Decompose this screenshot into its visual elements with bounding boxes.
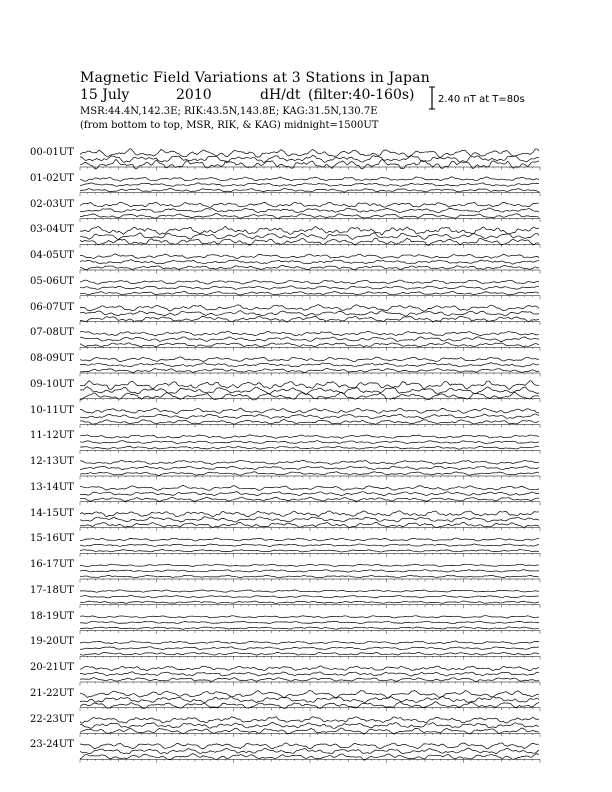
date-year: 2010 bbox=[176, 87, 212, 103]
trace-RIK bbox=[80, 647, 539, 650]
trace-KAG bbox=[80, 717, 539, 723]
trace-RIK bbox=[80, 414, 539, 419]
trace-RIK bbox=[80, 672, 539, 676]
trace-RIK bbox=[80, 155, 539, 162]
row-04-05UT bbox=[80, 254, 540, 274]
trace-RIK bbox=[80, 492, 539, 496]
row-08-09UT bbox=[80, 357, 540, 377]
row-15-16UT bbox=[80, 538, 540, 557]
row-22-23UT bbox=[80, 717, 540, 737]
trace-KAG bbox=[80, 408, 539, 413]
hour-label: 19-20UT bbox=[30, 636, 74, 648]
trace-KAG bbox=[80, 460, 539, 464]
trace-KAG bbox=[80, 305, 539, 312]
trace-RIK bbox=[80, 697, 539, 703]
trace-KAG bbox=[80, 254, 539, 258]
trace-MSR bbox=[80, 472, 539, 476]
trace-KAG bbox=[80, 564, 539, 566]
row-19-20UT bbox=[80, 641, 540, 660]
row-00-01UT bbox=[80, 149, 540, 171]
trace-MSR bbox=[80, 419, 539, 424]
row-13-14UT bbox=[80, 486, 540, 506]
trace-RIK bbox=[80, 233, 539, 240]
trace-KAG bbox=[80, 331, 539, 336]
trace-KAG bbox=[80, 486, 539, 491]
hour-label: 23-24UT bbox=[30, 739, 74, 751]
trace-MSR bbox=[80, 522, 539, 527]
parameter-label: dH/dt bbox=[260, 87, 301, 103]
hour-label: 21-22UT bbox=[30, 687, 74, 699]
trace-RIK bbox=[80, 311, 539, 316]
hour-label: 12-13UT bbox=[30, 456, 74, 467]
trace-RIK bbox=[80, 748, 539, 754]
trace-MSR bbox=[80, 446, 539, 449]
hour-label: 04-05UT bbox=[30, 250, 74, 261]
trace-MSR bbox=[80, 728, 539, 734]
row-23-24UT bbox=[80, 743, 540, 763]
trace-MSR bbox=[80, 702, 539, 709]
trace-RIK bbox=[80, 466, 539, 470]
trace-KAG bbox=[80, 666, 539, 671]
hour-label: 03-04UT bbox=[30, 224, 74, 236]
hour-label: 16-17UT bbox=[30, 559, 74, 570]
hour-label: 11-12UT bbox=[30, 430, 74, 442]
row-14-15UT bbox=[80, 511, 540, 531]
hour-label: 14-15UT bbox=[30, 507, 74, 519]
row-17-18UT bbox=[80, 590, 540, 608]
hour-label: 13-14UT bbox=[30, 481, 74, 493]
trace-KAG bbox=[80, 690, 539, 698]
trace-MSR bbox=[80, 368, 539, 372]
trace-MSR bbox=[80, 652, 539, 655]
row-07-08UT bbox=[80, 331, 540, 351]
trace-MSR bbox=[80, 601, 539, 603]
trace-RIK bbox=[80, 722, 539, 728]
row-01-02UT bbox=[80, 177, 540, 196]
hour-label: 18-19UT bbox=[30, 610, 74, 622]
hour-label: 17-18UT bbox=[30, 584, 74, 596]
hour-label: 07-08UT bbox=[30, 327, 74, 339]
trace-KAG bbox=[80, 280, 539, 284]
trace-MSR bbox=[80, 265, 539, 269]
hour-label: 02-03UT bbox=[30, 198, 74, 210]
trace-RIK bbox=[80, 544, 539, 546]
trace-RIK bbox=[80, 517, 539, 522]
row-11-12UT bbox=[80, 435, 540, 454]
hour-label: 15-16UT bbox=[30, 533, 74, 545]
trace-RIK bbox=[80, 387, 539, 395]
scale-label: 2.40 nT at T=80s bbox=[438, 94, 525, 105]
trace-KAG bbox=[80, 538, 539, 541]
stations-info: MSR:44.4N,142.3E; RIK:43.5N,143.8E; KAG:31.5N,130.7E bbox=[80, 106, 378, 117]
hour-label: 01-02UT bbox=[30, 172, 74, 184]
trace-KAG bbox=[80, 381, 539, 390]
trace-MSR bbox=[80, 214, 539, 219]
hour-label: 09-10UT bbox=[30, 378, 74, 390]
order-note: (from bottom to top, MSR, RIK, & KAG) midnight=1500UT bbox=[80, 120, 379, 131]
trace-RIK bbox=[80, 208, 539, 213]
hour-label: 22-23UT bbox=[30, 713, 74, 725]
trace-RIK bbox=[80, 286, 539, 289]
row-18-19UT bbox=[80, 616, 540, 634]
trace-KAG bbox=[80, 202, 539, 207]
row-02-03UT bbox=[80, 202, 540, 222]
trace-KAG bbox=[80, 511, 539, 517]
trace-KAG bbox=[80, 435, 539, 438]
trace-RIK bbox=[80, 183, 539, 187]
hour-label: 08-09UT bbox=[30, 353, 74, 364]
trace-MSR bbox=[80, 627, 539, 629]
trace-KAG bbox=[80, 616, 539, 618]
trace-RIK bbox=[80, 260, 539, 264]
trace-KAG bbox=[80, 357, 539, 362]
trace-MSR bbox=[80, 497, 539, 501]
hour-label: 10-11UT bbox=[30, 404, 74, 416]
hour-label: 05-06UT bbox=[30, 275, 74, 287]
trace-KAG bbox=[80, 149, 539, 158]
date-day: 15 July bbox=[80, 87, 130, 103]
hour-label: 20-21UT bbox=[30, 662, 74, 673]
row-16-17UT bbox=[80, 564, 540, 582]
trace-RIK bbox=[80, 441, 539, 444]
trace-MSR bbox=[80, 188, 539, 192]
trace-MSR bbox=[80, 677, 539, 681]
trace-RIK bbox=[80, 363, 539, 367]
trace-MSR bbox=[80, 316, 539, 322]
trace-MSR bbox=[80, 550, 539, 552]
trace-RIK bbox=[80, 621, 539, 623]
row-06-07UT bbox=[80, 305, 540, 325]
row-03-04UT bbox=[80, 226, 540, 247]
trace-MSR bbox=[80, 291, 539, 294]
row-21-22UT bbox=[80, 690, 540, 711]
chart-title: Magnetic Field Variations at 3 Stations in Japan bbox=[80, 70, 430, 86]
trace-RIK bbox=[80, 570, 539, 573]
trace-KAG bbox=[80, 177, 539, 181]
row-10-11UT bbox=[80, 408, 540, 428]
trace-KAG bbox=[80, 590, 539, 592]
row-05-06UT bbox=[80, 280, 540, 299]
trace-KAG bbox=[80, 641, 539, 644]
row-09-10UT bbox=[80, 381, 540, 403]
filter-label: (filter:40-160s) bbox=[308, 87, 415, 103]
trace-KAG bbox=[80, 226, 539, 235]
trace-MSR bbox=[80, 343, 539, 347]
hour-label: 06-07UT bbox=[30, 301, 74, 313]
trace-RIK bbox=[80, 337, 539, 342]
trace-RIK bbox=[80, 595, 539, 598]
row-12-13UT bbox=[80, 460, 540, 479]
trace-KAG bbox=[80, 743, 539, 749]
row-20-21UT bbox=[80, 666, 540, 686]
hour-label: 00-01UT bbox=[30, 147, 74, 158]
trace-MSR bbox=[80, 575, 539, 577]
